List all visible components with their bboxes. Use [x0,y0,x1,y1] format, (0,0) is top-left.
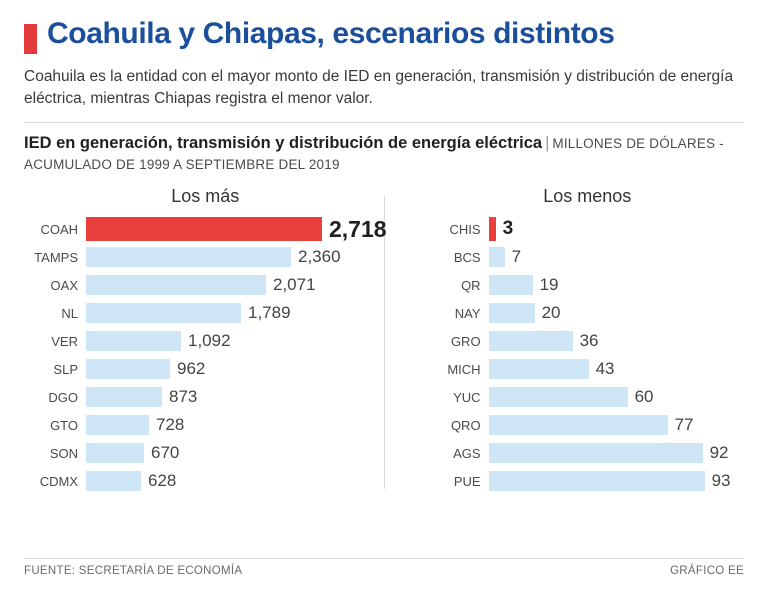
bar-row [431,383,744,411]
bar-track [489,299,744,327]
bar-track [86,271,387,299]
bar [86,303,241,323]
bar-value-label: 728 [156,415,185,435]
source-note: FUENTE: SECRETARÍA DE ECONOMÍA [24,565,243,577]
bar [86,443,144,463]
bar-track [86,243,387,271]
bar-track [489,327,744,355]
bar-category-label: TAMPS [34,249,78,265]
bar-category-label: GTO [50,417,78,433]
footer [24,558,744,577]
bar-category-label: VER [51,333,78,349]
bar-value-label: 93 [711,471,731,491]
bar [489,275,533,295]
bar-category-label: SON [49,445,78,461]
bar-track [489,467,744,495]
bar-value-label: 19 [539,275,559,295]
credit-note: GRÁFICO EE [670,565,744,577]
bar-category-label: OAX [50,277,78,293]
chart-panel-least [405,186,744,495]
bar-value-label: 7 [511,247,522,267]
chart-subhead [24,133,724,174]
bar-value-label: 20 [541,303,561,323]
bar-row [431,411,744,439]
bar-row [431,299,744,327]
bar-row [24,215,387,243]
bar-value-label: 1,789 [248,303,291,323]
bar-value-label: 628 [148,471,177,491]
bar-category-label: PUE [453,473,481,489]
bar-row [431,355,744,383]
bar-value-label: 873 [169,387,198,407]
bar-value-label: 92 [709,443,729,463]
bar [489,303,535,323]
bar-list-most [24,215,387,495]
bar [489,331,573,351]
bar-category-label: DGO [48,389,78,405]
bar [489,443,703,463]
bar-row [24,355,387,383]
bar-track [489,215,744,243]
bar [86,247,291,267]
chart-panel-most [24,186,405,495]
bar-value-label: 2,718 [329,215,387,242]
bar-row [24,299,387,327]
bar-track [86,327,387,355]
bar-row [24,243,387,271]
bar-category-label: COAH [40,221,78,237]
bar-category-label: NL [61,305,78,321]
bar-track [86,411,387,439]
chart-subhead-divider: | [545,134,550,152]
bar-track [86,383,387,411]
bar-highlight [489,217,496,241]
bar-category-label: QRO [450,417,481,433]
bar-category-label: YUC [453,389,481,405]
bar [489,359,589,379]
bar-row [431,467,744,495]
bar-value-label: 670 [151,443,180,463]
bar-track [86,467,387,495]
bar-category-label: GRO [450,333,481,349]
divider-top [24,122,744,123]
bar-track [86,215,387,243]
title-row [24,0,744,54]
bar-track [86,439,387,467]
bar-row [24,271,387,299]
bar-highlight [86,217,322,241]
bar-value-label: 36 [579,331,599,351]
bar-category-label: CDMX [39,473,78,489]
bar-category-label: QR [461,277,481,293]
bar-row [431,439,744,467]
bar [489,387,628,407]
bar-category-label: BCS [453,249,481,265]
bar-row [431,215,744,243]
bar [86,359,170,379]
bar-row [431,243,744,271]
bar-track [489,271,744,299]
bar-value-label: 3 [502,218,514,240]
bar-row [431,327,744,355]
red-accent-mark [24,24,37,54]
page-title: Coahuila y Chiapas, escenarios distintos [47,17,615,50]
bar-value-label: 2,360 [298,247,341,267]
bar-track [489,439,744,467]
bar-value-label: 43 [595,359,615,379]
bar-track [86,299,387,327]
bar [86,471,141,491]
bar-list-least [431,215,744,495]
bar-category-label: CHIS [449,221,481,237]
bar [86,275,266,295]
bar [489,247,505,267]
bar [489,415,668,435]
bar-track [489,411,744,439]
bar-row [24,383,387,411]
bar [86,415,149,435]
bar-track [489,355,744,383]
bar-value-label: 1,092 [188,331,231,351]
bar-track [86,355,387,383]
bar-category-label: MICH [447,361,481,377]
bar-category-label: NAY [454,305,481,321]
bar [86,331,181,351]
bar-track [489,243,744,271]
bar-category-label: AGS [453,445,481,461]
bar-row [24,439,387,467]
bar-value-label: 60 [634,387,654,407]
bar [86,387,162,407]
bar-row [24,411,387,439]
bar-track [489,383,744,411]
bar-value-label: 2,071 [273,275,316,295]
chart-subhead-main: IED en generación, transmisión y distribución de energía eléctrica [24,134,543,152]
bar-row [24,327,387,355]
chart-title-most: Los más [171,186,240,207]
charts-container [24,186,744,495]
bar-value-label: 962 [177,359,206,379]
bar-row [431,271,744,299]
footer-line [24,565,744,577]
page-deck: Coahuila es la entidad con el mayor monto de IED en generación, transmisión y distribución de energía eléctrica, mientras Chiapas registra el menor valor. [24,68,734,107]
divider-bottom [24,558,744,559]
bar-row [24,467,387,495]
chart-title-least: Los menos [543,186,632,207]
bar-category-label: SLP [53,361,78,377]
bar-value-label: 77 [674,415,694,435]
chart-subhead-units: MILLONES DE DÓLARES - ACUMULADO DE 1999 A SEPTIEMBRE DEL 2019 [24,136,724,172]
bar [489,471,705,491]
